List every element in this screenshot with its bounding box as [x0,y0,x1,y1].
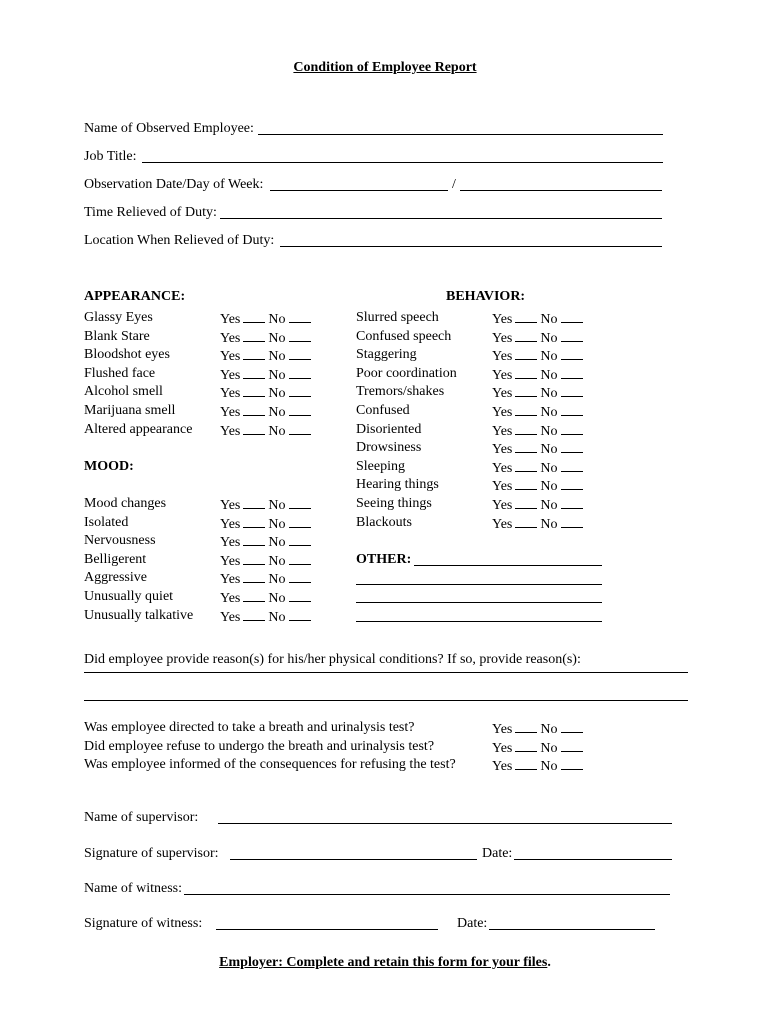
appearance-row-yes-blank[interactable] [243,384,265,397]
appearance-row-yes-blank[interactable] [243,310,265,323]
behavior-row-yes-blank[interactable] [515,310,537,323]
appearance-row-no-blank[interactable] [289,310,311,323]
no-label: No [540,442,558,457]
mood-row-label: Nervousness [84,533,156,548]
mood-row-no-blank[interactable] [289,515,311,528]
mood-row-no-blank[interactable] [289,496,311,509]
yes-label: Yes [220,498,241,513]
appearance-row-no-blank[interactable] [289,366,311,379]
supervisor-name-field[interactable] [218,823,672,824]
behavior-row-label: Disoriented [356,422,422,437]
mood-row-yes-blank[interactable] [243,552,265,565]
appearance-row-no-blank[interactable] [289,422,311,435]
reason-field-2[interactable] [84,700,688,701]
behavior-row-no-blank[interactable] [561,459,583,472]
behavior-row-yes-blank[interactable] [515,366,537,379]
appearance-row-yes-blank[interactable] [243,366,265,379]
yes-label: Yes [220,368,241,383]
appearance-row-yes-blank[interactable] [243,347,265,360]
behavior-row-yes-no [492,440,586,458]
no-label: No [540,461,558,476]
supervisor-name-label: Name of supervisor: [84,810,199,825]
test-row-label: Was employee directed to take a breath and urinalysis test? [84,720,415,735]
behavior-row-no-blank[interactable] [561,515,583,528]
yes-label: Yes [220,591,241,606]
no-label: No [540,479,558,494]
behavior-row-label: Hearing things [356,477,439,492]
no-label: No [268,368,286,383]
yes-label: Yes [492,368,513,383]
no-label: No [540,424,558,439]
mood-row-yes-no [220,515,314,533]
appearance-row-yes-no [220,384,314,402]
appearance-row-yes-no [220,347,314,365]
other-field-1[interactable] [414,565,602,566]
witness-signature-label: Signature of witness: [84,916,203,931]
mood-row-yes-no [220,589,314,607]
yes-label: Yes [492,759,513,774]
yes-label: Yes [220,424,241,439]
yes-label: Yes [492,424,513,439]
mood-heading: MOOD: [84,459,134,474]
appearance-row-yes-blank[interactable] [243,329,265,342]
location-relieved-field[interactable] [280,246,662,247]
other-field-3[interactable] [356,602,602,603]
behavior-row-yes-blank[interactable] [515,422,537,435]
mood-row-yes-blank[interactable] [243,533,265,546]
appearance-row-yes-no [220,403,314,421]
behavior-row-no-blank[interactable] [561,496,583,509]
supervisor-date-label: Date: [482,846,513,861]
yes-label: Yes [492,442,513,457]
behavior-row-yes-blank[interactable] [515,459,537,472]
behavior-row-yes-no [492,384,586,402]
no-label: No [540,722,558,737]
mood-row-yes-no [220,533,314,551]
no-label: No [540,759,558,774]
appearance-row-label: Alcohol smell [84,384,163,399]
behavior-row-label: Blackouts [356,515,412,530]
witness-name-field[interactable] [184,894,670,895]
yes-label: Yes [220,610,241,625]
appearance-row-no-blank[interactable] [289,403,311,416]
behavior-row-yes-blank[interactable] [515,403,537,416]
appearance-row-yes-blank[interactable] [243,403,265,416]
no-label: No [268,535,286,550]
supervisor-signature-label: Signature of supervisor: [84,846,219,861]
no-label: No [268,424,286,439]
date-separator: / [452,177,456,192]
yes-label: Yes [220,535,241,550]
mood-row-yes-blank[interactable] [243,589,265,602]
other-heading: OTHER: [356,552,412,567]
no-label: No [540,498,558,513]
behavior-row-label: Tremors/shakes [356,384,445,399]
behavior-row-yes-no [492,422,586,440]
witness-signature-field[interactable] [216,929,438,930]
behavior-row-yes-blank[interactable] [515,477,537,490]
behavior-row-yes-no [492,366,586,384]
supervisor-signature-field[interactable] [230,859,477,860]
behavior-row-yes-blank[interactable] [515,496,537,509]
mood-row-label: Unusually quiet [84,589,174,604]
no-label: No [268,405,286,420]
page-title [0,60,770,76]
appearance-row-label: Marijuana smell [84,403,176,418]
yes-label: Yes [492,331,513,346]
no-label: No [540,741,558,756]
appearance-row-yes-no [220,329,314,347]
no-label: No [540,368,558,383]
observed-employee-field[interactable] [258,134,663,135]
behavior-row-label: Confused [356,403,410,418]
behavior-row-no-blank[interactable] [561,366,583,379]
test-row-yes-no [492,739,586,757]
yes-label: Yes [220,517,241,532]
behavior-row-yes-no [492,329,586,347]
reason-question: Did employee provide reason(s) for his/her physical conditions? If so, provide reason(s): [84,652,581,667]
yes-label: Yes [492,312,513,327]
test-row-yes-no [492,720,586,738]
behavior-row-no-blank[interactable] [561,422,583,435]
no-label: No [540,312,558,327]
test-row-label: Did employee refuse to undergo the breath and urinalysis test? [84,739,435,754]
mood-row-yes-blank[interactable] [243,570,265,583]
witness-date-label: Date: [457,916,488,931]
test-row-no-blank[interactable] [561,757,583,770]
no-label: No [540,517,558,532]
witness-name-label: Name of witness: [84,881,182,896]
mood-row-yes-no [220,552,314,570]
test-row-yes-blank[interactable] [515,720,537,733]
behavior-row-yes-no [492,515,586,533]
yes-label: Yes [492,722,513,737]
appearance-row-no-blank[interactable] [289,347,311,360]
behavior-row-label: Sleeping [356,459,405,474]
location-relieved-label: Location When Relieved of Duty: [84,233,275,248]
footer-note: Employer: Complete and retain this form for your files. [219,955,551,970]
mood-row-label: Aggressive [84,570,147,585]
mood-row-no-blank[interactable] [289,552,311,565]
behavior-row-yes-blank[interactable] [515,384,537,397]
no-label: No [540,386,558,401]
no-label: No [268,610,286,625]
behavior-row-yes-blank[interactable] [515,515,537,528]
yes-label: Yes [492,349,513,364]
day-of-week-field[interactable] [460,190,662,191]
appearance-row-yes-no [220,310,314,328]
yes-label: Yes [492,517,513,532]
observation-date-field[interactable] [270,190,448,191]
test-row-yes-no [492,757,586,775]
yes-label: Yes [220,386,241,401]
no-label: No [540,349,558,364]
mood-row-label: Unusually talkative [84,608,194,623]
yes-label: Yes [220,349,241,364]
behavior-row-label: Drowsiness [356,440,422,455]
yes-label: Yes [492,498,513,513]
time-relieved-field[interactable] [220,218,662,219]
behavior-heading: BEHAVIOR: [446,289,526,304]
no-label: No [268,517,286,532]
yes-label: Yes [492,386,513,401]
appearance-row-yes-no [220,422,314,440]
behavior-row-label: Confused speech [356,329,452,344]
yes-label: Yes [492,405,513,420]
no-label: No [268,349,286,364]
behavior-row-label: Seeing things [356,496,432,511]
mood-row-yes-blank[interactable] [243,496,265,509]
appearance-row-label: Flushed face [84,366,156,381]
yes-label: Yes [220,331,241,346]
no-label: No [268,312,286,327]
mood-row-yes-blank[interactable] [243,515,265,528]
no-label: No [540,331,558,346]
behavior-row-label: Poor coordination [356,366,457,381]
mood-row-no-blank[interactable] [289,533,311,546]
mood-row-no-blank[interactable] [289,589,311,602]
yes-label: Yes [220,312,241,327]
mood-row-yes-no [220,496,314,514]
no-label: No [268,498,286,513]
job-title-field[interactable] [142,162,663,163]
test-row-yes-blank[interactable] [515,757,537,770]
test-row-no-blank[interactable] [561,739,583,752]
yes-label: Yes [492,741,513,756]
yes-label: Yes [220,554,241,569]
appearance-row-label: Altered appearance [84,422,193,437]
behavior-row-yes-blank[interactable] [515,440,537,453]
mood-row-label: Belligerent [84,552,147,567]
mood-row-yes-no [220,570,314,588]
footer-text: Employer: Complete and retain this form for your files [219,955,548,970]
appearance-row-yes-no [220,366,314,384]
no-label: No [268,554,286,569]
behavior-row-no-blank[interactable] [561,329,583,342]
mood-row-label: Mood changes [84,496,167,511]
appearance-row-no-blank[interactable] [289,384,311,397]
mood-row-yes-blank[interactable] [243,608,265,621]
job-title-label: Job Title: [84,149,137,164]
behavior-row-yes-no [492,496,586,514]
no-label: No [268,591,286,606]
page-title-text: Condition of Employee Report [293,60,477,75]
test-row-label: Was employee informed of the consequences for refusing the test? [84,757,456,772]
behavior-row-yes-no [492,347,586,365]
behavior-row-no-blank[interactable] [561,347,583,360]
yes-label: Yes [220,405,241,420]
appearance-row-yes-blank[interactable] [243,422,265,435]
mood-row-label: Isolated [84,515,129,530]
reason-field-1[interactable] [84,672,688,673]
supervisor-date-field[interactable] [514,859,672,860]
no-label: No [540,405,558,420]
other-field-2[interactable] [356,584,602,585]
mood-row-no-blank[interactable] [289,570,311,583]
yes-label: Yes [492,479,513,494]
other-field-4[interactable] [356,621,602,622]
yes-label: Yes [492,461,513,476]
behavior-row-yes-blank[interactable] [515,347,537,360]
appearance-row-label: Bloodshot eyes [84,347,170,362]
yes-label: Yes [220,572,241,587]
behavior-row-no-blank[interactable] [561,477,583,490]
appearance-row-label: Blank Stare [84,329,150,344]
no-label: No [268,572,286,587]
appearance-row-label: Glassy Eyes [84,310,153,325]
behavior-row-no-blank[interactable] [561,310,583,323]
mood-row-yes-no [220,608,314,626]
witness-date-field[interactable] [489,929,655,930]
observation-date-label: Observation Date/Day of Week: [84,177,264,192]
test-row-no-blank[interactable] [561,720,583,733]
test-row-yes-blank[interactable] [515,739,537,752]
no-label: No [268,331,286,346]
behavior-row-yes-blank[interactable] [515,329,537,342]
behavior-row-no-blank[interactable] [561,403,583,416]
behavior-row-no-blank[interactable] [561,384,583,397]
behavior-row-yes-no [492,477,586,495]
behavior-row-no-blank[interactable] [561,440,583,453]
behavior-row-yes-no [492,403,586,421]
time-relieved-label: Time Relieved of Duty: [84,205,217,220]
behavior-row-yes-no [492,459,586,477]
observed-employee-label: Name of Observed Employee: [84,121,254,136]
appearance-heading: APPEARANCE: [84,289,186,304]
behavior-row-yes-no [492,310,586,328]
behavior-row-label: Slurred speech [356,310,439,325]
mood-row-no-blank[interactable] [289,608,311,621]
behavior-row-label: Staggering [356,347,417,362]
no-label: No [268,386,286,401]
appearance-row-no-blank[interactable] [289,329,311,342]
